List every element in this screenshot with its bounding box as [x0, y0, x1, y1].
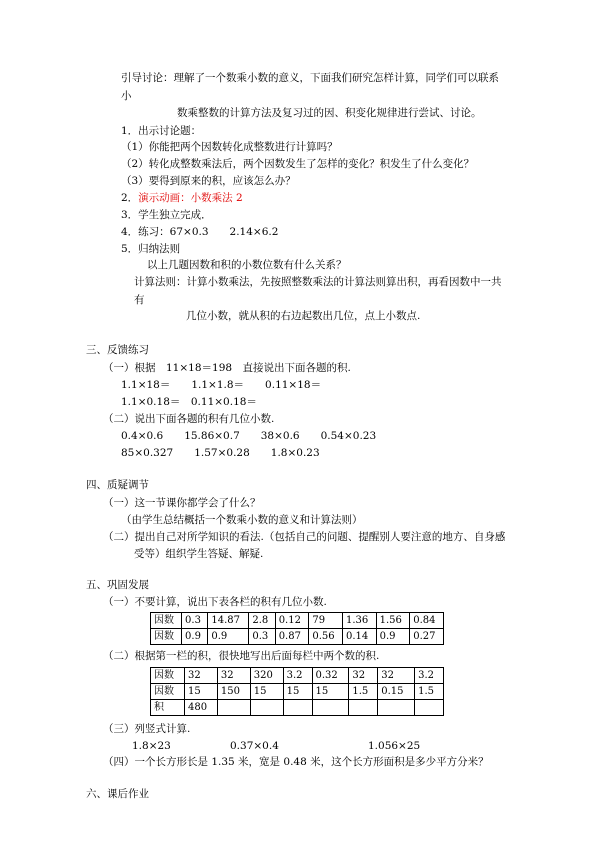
row-header-cell: 因数: [151, 668, 185, 684]
table-cell: [378, 700, 415, 716]
step-1-heading: 1．出示讨论题：: [121, 125, 202, 137]
digits-table: [150, 612, 444, 645]
step-2: [121, 191, 243, 205]
table-cell: 1.56: [376, 613, 410, 629]
row-header-cell: 因数: [151, 629, 182, 645]
guide-line-1: 引导讨论：理解了一个数乘小数的意义，下面我们研究怎样计算，同学们可以联系: [121, 72, 499, 84]
products-table: [150, 667, 444, 716]
table-cell: 150: [217, 684, 250, 700]
guide-line-1-wrap: 小: [121, 90, 132, 102]
section-5-part-3: （三）列竖式计算.: [103, 723, 191, 735]
table-cell: [283, 700, 312, 716]
table-cell: 32: [217, 668, 250, 684]
rule-line-1: 计算法则：计算小数乘法，先按照整数乘法的计算法则算出积，再看因数中一共: [134, 276, 502, 288]
row-header-cell: 因数: [151, 684, 185, 700]
section-3-title: 三、反馈练习: [86, 344, 149, 356]
table-cell: 0.27: [410, 629, 444, 645]
animation-link[interactable]: 演示动画：小数乘法 2: [138, 192, 243, 204]
section-4-part-1: （一）这一节课你都学会了什么？: [103, 497, 261, 509]
section-3-part-1-row-b: 1.1×0.18＝ 0.11×0.18＝: [121, 396, 257, 408]
question-1: （1）你能把两个因数转化成整数进行计算吗？: [121, 141, 338, 153]
table-cell: 480: [185, 700, 218, 716]
rule-question: 以上几题因数和积的小数位数有什么关系？: [147, 259, 347, 271]
table-cell: 0.56: [309, 629, 343, 645]
table-row: [151, 668, 444, 684]
step-5-heading: 5．归纳法则: [121, 243, 181, 255]
table-cell: 0.3: [249, 629, 275, 645]
table-cell: 0.3: [182, 613, 208, 629]
table-cell: 0.12: [275, 613, 309, 629]
vertical-calc-1: 1.8×23: [132, 740, 171, 752]
step-3: 3．学生独立完成．: [121, 209, 212, 221]
section-5-part-4: （四）一个长方形长是 1.35 米，宽是 0.48 米，这个长方形面积是多少平方分米？: [103, 756, 489, 768]
table-cell: [217, 700, 250, 716]
table-cell: 15: [250, 684, 283, 700]
section-6-title: 六、课后作业: [86, 788, 149, 800]
vertical-calc-2: 0.37×0.4: [230, 740, 279, 752]
section-3-part-2-row-b: 85×0.327 1.57×0.28 1.8×0.23: [121, 447, 320, 459]
table-cell: 3.2: [415, 668, 444, 684]
table-cell: 0.9: [376, 629, 410, 645]
table-row: [151, 629, 444, 645]
guide-line-2: 数乘整数的计算方法及复习过的因、积变化规律进行尝试、讨论。: [177, 107, 482, 119]
section-5-part-1: （一）不要计算，说出下表各栏的积有几位小数.: [103, 596, 327, 608]
section-5-title: 五、巩固发展: [86, 579, 149, 591]
table-cell: 15: [283, 684, 312, 700]
table-cell: 15: [185, 684, 218, 700]
table-cell: 0.9: [208, 629, 249, 645]
step-2-number: 2．: [121, 192, 139, 204]
row-header-cell: 积: [151, 700, 185, 716]
table-cell: 1.36: [342, 613, 376, 629]
table-row: [151, 613, 444, 629]
table-cell: [250, 700, 283, 716]
table-row: [151, 684, 444, 700]
table-cell: 32: [349, 668, 378, 684]
section-5-part-2: （二）根据第一栏的积，很快地写出后面每栏中两个数的积.: [103, 650, 380, 662]
table-cell: 3.2: [283, 668, 312, 684]
section-3-part-1-row-a: 1.1×18＝ 1.1×1.8＝ 0.11×18＝: [121, 379, 322, 391]
table-row: [151, 700, 444, 716]
table-cell: [415, 700, 444, 716]
table-cell: 320: [250, 668, 283, 684]
row-header-cell: 因数: [151, 613, 182, 629]
table-cell: [312, 700, 349, 716]
step-4-exercise: 4．练习：67×0.3 2.14×6.2: [121, 226, 279, 238]
table-cell: 14.87: [208, 613, 249, 629]
table-cell: 79: [309, 613, 343, 629]
table-cell: 32: [185, 668, 218, 684]
table-cell: [349, 700, 378, 716]
section-4-title: 四、质疑调节: [86, 479, 149, 491]
question-2: （2）转化成整数乘法后，两个因数发生了怎样的变化？积发生了什么变化？: [121, 158, 475, 170]
table-cell: 32: [378, 668, 415, 684]
vertical-calc-3: 1.056×25: [368, 740, 421, 752]
table-cell: 2.8: [249, 613, 275, 629]
table-cell: 0.84: [410, 613, 444, 629]
section-3-part-1: （一）根据 11×18＝198 直接说出下面各题的积.: [103, 362, 351, 374]
rule-line-2: 几位小数，就从积的右边起数出几位，点上小数点.: [186, 310, 421, 322]
table-cell: 0.87: [275, 629, 309, 645]
question-3: （3）要得到原来的积，应该怎么办？: [121, 175, 296, 187]
section-4-part-1-note: （由学生总结概括一个数乘小数的意义和计算法则）: [121, 514, 363, 526]
table-cell: 0.14: [342, 629, 376, 645]
table-cell: 0.9: [182, 629, 208, 645]
rule-line-1-wrap: 有: [134, 294, 145, 306]
section-3-part-2-row-a: 0.4×0.6 15.86×0.7 38×0.6 0.54×0.23: [121, 430, 377, 442]
table-cell: 1.5: [349, 684, 378, 700]
table-cell: 0.15: [378, 684, 415, 700]
table-cell: 0.32: [312, 668, 349, 684]
section-3-part-2: （二）说出下面各题的积有几位小数.: [103, 413, 275, 425]
table-cell: 15: [312, 684, 349, 700]
table-cell: 1.5: [415, 684, 444, 700]
section-4-part-2-cont: 受等）组织学生答疑、解疑.: [134, 548, 264, 560]
section-4-part-2: （二）提出自己对所学知识的看法.（包括自己的问题、提醒别人要注意的地方、自身感: [103, 531, 506, 543]
